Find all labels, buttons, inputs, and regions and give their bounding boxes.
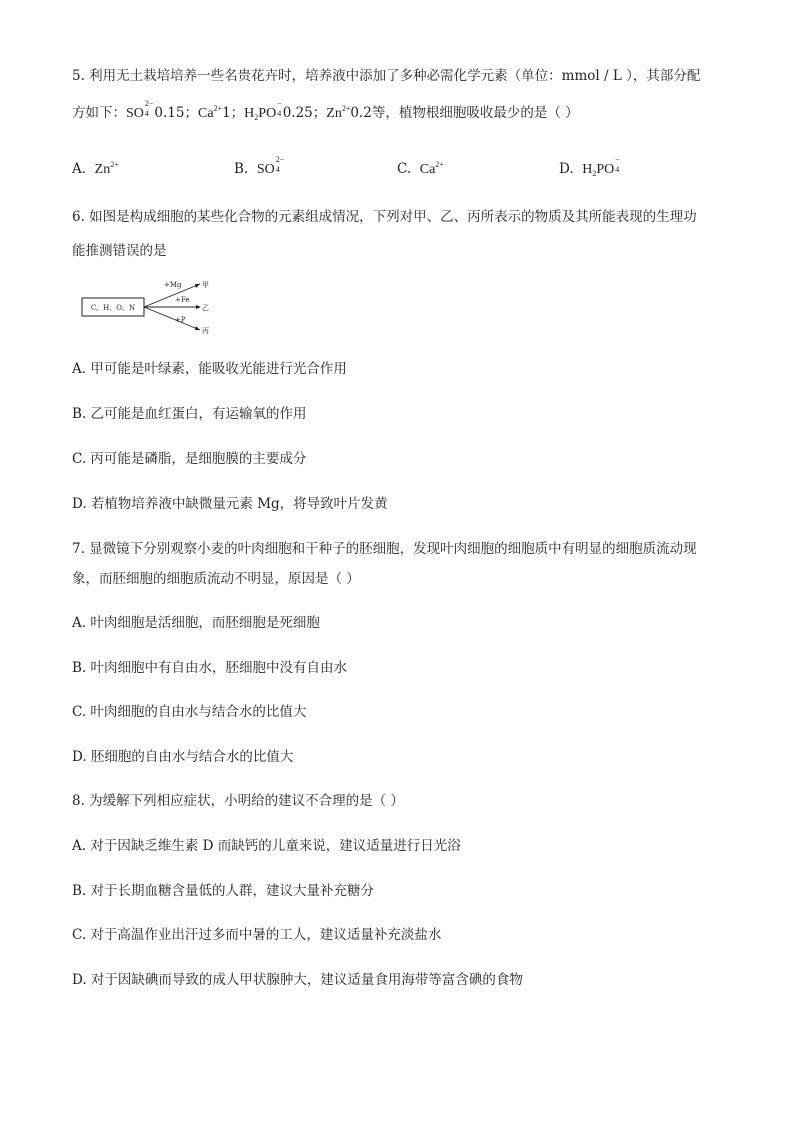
label-p: +P xyxy=(175,316,186,324)
q5-option-d-formula: $H_2PO$ − 4 xyxy=(582,154,620,178)
q6-option-c[interactable]: C. 丙可能是磷脂，是细胞膜的主要成分 xyxy=(72,451,307,467)
element-composition-diagram xyxy=(80,278,230,338)
arrowhead-yi xyxy=(196,305,201,309)
q8-option-a[interactable]: A. 对于因缺乏维生素 D 而缺钙的儿童来说，建议适量进行日光浴 xyxy=(72,838,461,854)
q5-option-a[interactable]: A. $Zn^{2+}$ xyxy=(72,160,119,177)
q5-option-b[interactable]: B. SO 2− 4 xyxy=(234,154,285,177)
arrowhead-bing xyxy=(195,326,200,330)
q7-option-b[interactable]: B. 叶肉细胞中有自由水，胚细胞中没有自由水 xyxy=(72,660,348,676)
q8-option-d[interactable]: D. 对于因缺碘而导致的成人甲状腺肿大，建议适量食用海带等富含碘的食物 xyxy=(72,972,523,988)
q6-option-d[interactable]: D. 若植物培养液中缺微量元素 Mg，将导致叶片发黄 xyxy=(72,496,388,512)
q7-stem-line1: 7. 显微镜下分别观察小麦的叶肉细胞和干种子的胚细胞，发现叶肉细胞的细胞质中有明显的细胞质流动现 xyxy=(72,541,697,557)
q5-stem-line1: 5. 利用无土栽培培养一些名贵花卉时，培养液中添加了多种必需化学元素（单位：mmol / L ），其部分配 xyxy=(72,68,701,84)
q7-option-c[interactable]: C. 叶肉细胞的自由水与结合水的比值大 xyxy=(72,704,307,720)
element-box-label: C、H、O、N xyxy=(90,304,136,312)
q5-stem-line2: 方如下：SO 2− 4 0.15；$Ca^{2+}1$；$H_2PO$ − 4 0.25；$Zn^{2+}0.2$等，植物根细胞吸收最少的是（ ） xyxy=(72,98,579,122)
q8-stem: 8. 为缓解下列相应症状，小明给的建议不合理的是（ ） xyxy=(72,793,404,809)
q8-option-c[interactable]: C. 对于高温作业出汗过多而中暑的工人，建议适量补充淡盐水 xyxy=(72,927,442,943)
label-fe: +Fe xyxy=(175,296,190,304)
arrowhead-jia xyxy=(195,284,200,288)
label-jia: 甲 xyxy=(202,281,209,289)
q5-option-c-formula: $Ca^{2+}$ xyxy=(419,160,444,177)
q7-option-a[interactable]: A. 叶肉细胞是活细胞，而胚细胞是死细胞 xyxy=(72,615,320,631)
q5-so4-formula: SO 2− 4 xyxy=(126,98,154,121)
q5-ca-formula: $Ca^{2+}$ xyxy=(197,104,223,121)
q6-option-a[interactable]: A. 甲可能是叶绿素，能吸收光能进行光合作用 xyxy=(72,361,347,377)
q5-option-d[interactable]: D. $H_2PO$ − 4 xyxy=(559,154,620,178)
q7-stem-line2: 象，而胚细胞的细胞质流动不明显，原因是（ ） xyxy=(72,571,360,587)
q8-option-b[interactable]: B. 对于长期血糖含量低的人群，建议大量补充糖分 xyxy=(72,883,375,899)
label-mg: +Mg xyxy=(164,281,182,289)
q5-option-c[interactable]: C. $Ca^{2+}$ xyxy=(397,160,444,177)
q5-option-a-formula: $Zn^{2+}$ xyxy=(94,160,119,177)
q6-stem-line2: 能推测错误的是 xyxy=(72,243,167,259)
arrow-line-bing xyxy=(144,307,200,330)
label-yi: 乙 xyxy=(202,304,209,312)
q6-stem-line1: 6. 如图是构成细胞的某些化合物的元素组成情况，下列对甲、乙、丙所表示的物质及其所能表现的生理功 xyxy=(72,209,697,225)
q5-option-b-formula: SO 2− 4 xyxy=(256,154,285,177)
q5-h2po4-formula: $H_2PO$ − 4 xyxy=(244,98,282,122)
q7-option-d[interactable]: D. 胚细胞的自由水与结合水的比值大 xyxy=(72,749,294,765)
q5-zn-formula: $Zn^{2+}$ xyxy=(326,104,351,121)
q6-option-b[interactable]: B. 乙可能是血红蛋白，有运输氧的作用 xyxy=(72,406,307,422)
label-bing: 丙 xyxy=(202,327,209,335)
